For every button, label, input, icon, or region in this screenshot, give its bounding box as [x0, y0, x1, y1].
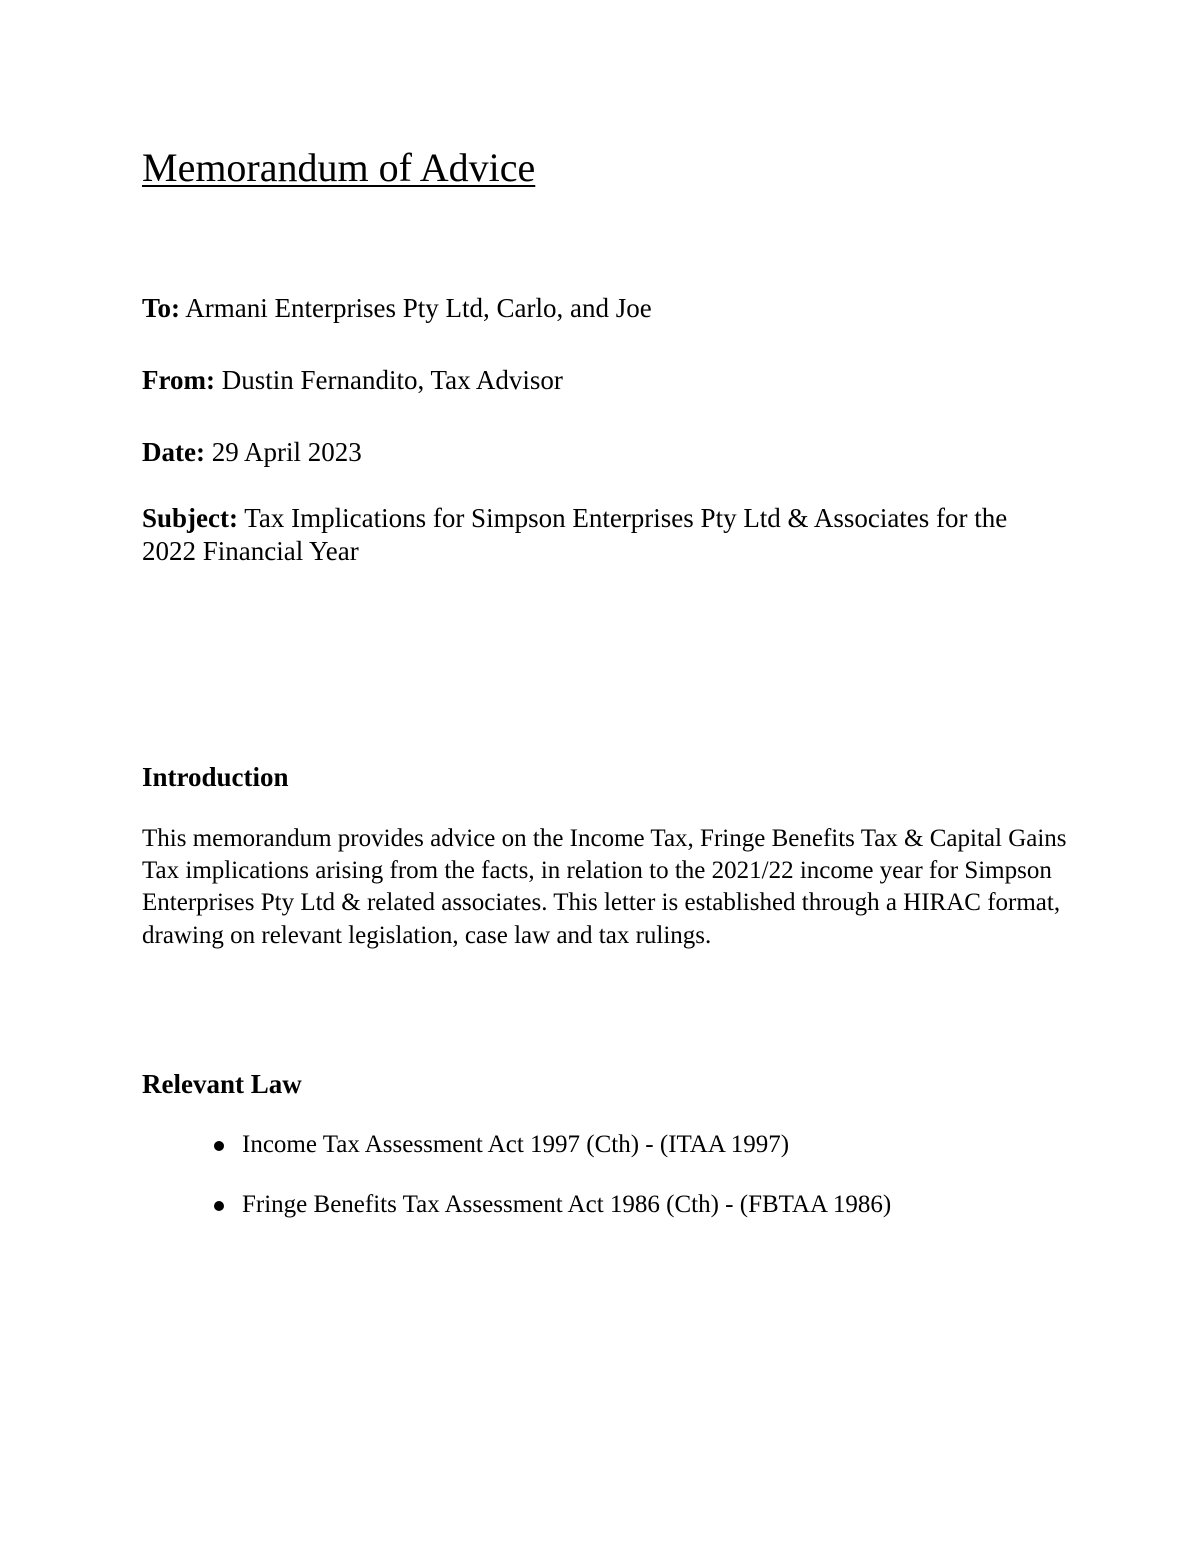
introduction-paragraph: This memorandum provides advice on the Income Tax, Fringe Benefits Tax & Capital Gains Tax implications arising from the facts, in relation to the 2021/22 income year for Simpson Enterprises Pty Ltd & related associates. This letter is established through a HIRAC format, drawing on relevant legislation, case law and tax rulings. [142, 825, 1067, 949]
to-label: To: [142, 293, 181, 323]
from-value: Dustin Fernandito, Tax Advisor [214, 365, 563, 395]
list-item [142, 1128, 1067, 1162]
law-item-text: Fringe Benefits Tax Assessment Act 1986 (Cth) - (FBTAA 1986) [242, 1191, 892, 1218]
from-line [142, 364, 563, 397]
date-line [142, 436, 362, 469]
relevant-law-heading: Relevant Law [142, 1069, 302, 1099]
list-item [142, 1188, 1067, 1222]
from-label: From: [142, 365, 215, 395]
law-item-text: Income Tax Assessment Act 1997 (Cth) - (ITAA 1997) [242, 1131, 790, 1158]
to-line [142, 292, 652, 325]
date-value: 29 April 2023 [204, 437, 362, 467]
date-label: Date: [142, 437, 205, 467]
bullet-icon [214, 1201, 224, 1211]
subject-line [142, 502, 1067, 568]
subject-label: Subject: [142, 503, 238, 533]
relevant-law-list [142, 1128, 1067, 1248]
introduction-heading: Introduction [142, 762, 289, 792]
to-value: Armani Enterprises Pty Ltd, Carlo, and Joe [180, 293, 652, 323]
document-title: Memorandum of Advice [142, 145, 536, 190]
bullet-icon [214, 1141, 224, 1151]
subject-value: Tax Implications for Simpson Enterprises Pty Ltd & Associates for the 2022 Financial Year [142, 503, 1008, 566]
